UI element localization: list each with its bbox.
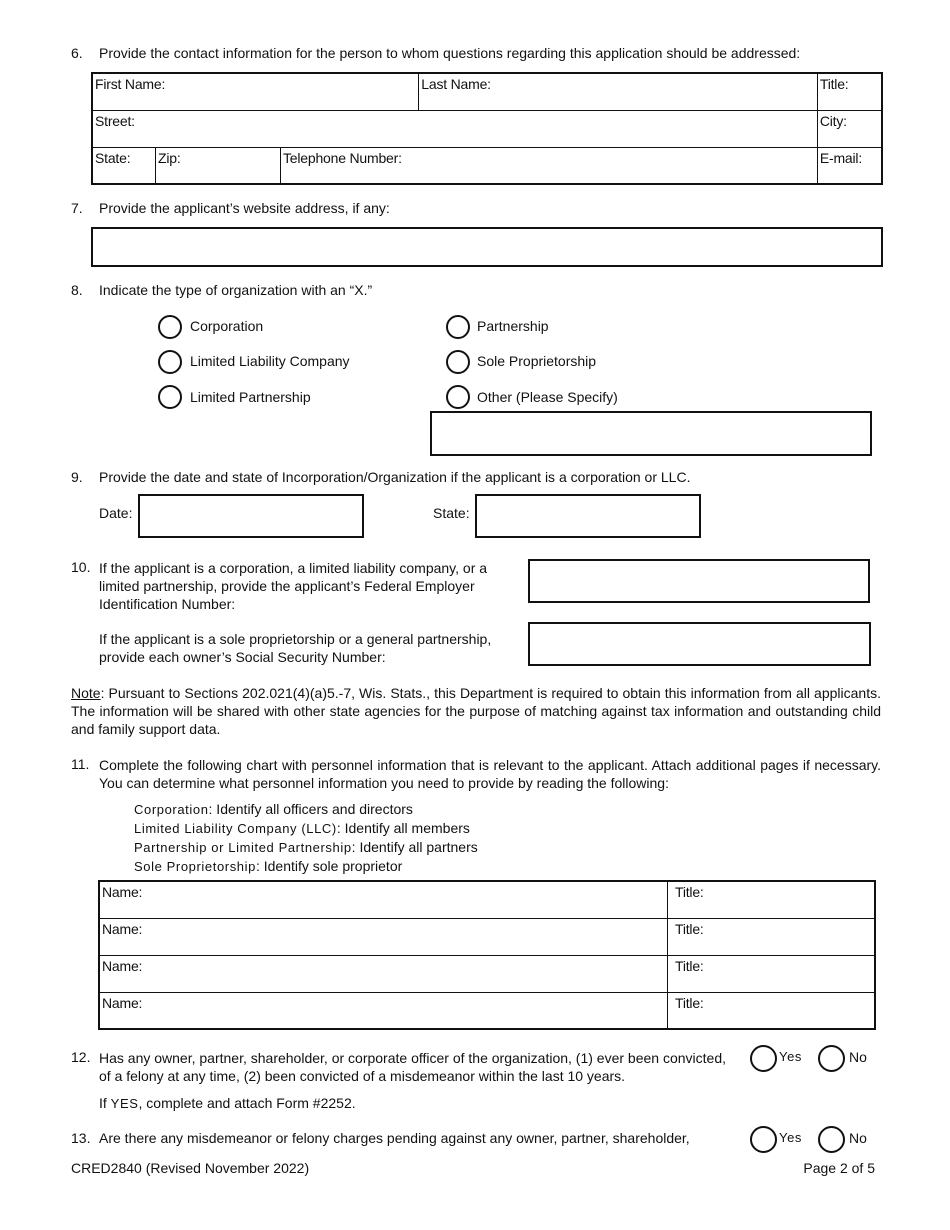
label-llc: Limited Liability Company <box>190 353 350 369</box>
question-9-text: Provide the date and state of Incorporation/Organization if the applicant is a corporation or LLC. <box>99 469 691 485</box>
rule-term: Limited Liability Company (LLC) <box>134 821 337 836</box>
contact-info-table <box>91 72 883 185</box>
title-label: Title: <box>819 76 849 92</box>
incorporation-state-input[interactable] <box>475 494 701 538</box>
radio-partnership[interactable] <box>446 315 470 339</box>
website-input[interactable] <box>91 227 883 267</box>
table-row <box>99 881 875 918</box>
name-label: Name: <box>102 920 143 937</box>
rule-desc: : Identify sole proprietor <box>255 858 403 874</box>
name-label: Name: <box>102 994 143 1011</box>
personnel-table <box>98 880 876 1030</box>
question-11-number: 11. <box>71 756 90 772</box>
telephone-label: Telephone Number: <box>283 149 402 166</box>
name-label: Name: <box>102 957 143 974</box>
other-specify-input[interactable] <box>430 411 872 456</box>
rule-partnership <box>134 838 478 857</box>
personnel-title-cell[interactable] <box>668 918 876 955</box>
question-12-line-2: of a felony at any time, (2) been convicted of a misdemeanor within the last 10 years. <box>99 1068 626 1084</box>
rule-term: Sole Proprietorship <box>134 859 256 874</box>
rule-corporation <box>134 800 478 819</box>
first-name-label: First Name: <box>95 76 166 92</box>
incorporation-state-label: State: <box>433 505 470 521</box>
personnel-title-cell[interactable] <box>668 881 876 918</box>
last-name-label: Last Name: <box>421 76 491 92</box>
question-10-text <box>99 559 487 613</box>
question-13-text: Are there any misdemeanor or felony charges pending against any owner, partner, shareholder, <box>99 1130 690 1146</box>
note-text: : Pursuant to Sections 202.021(4)(a)5.-7, Wis. Stats., this Department is required to obtain this information from all applicants. The information will be shared with other state agencies for the purpose of matching against tax information and outstanding child and family support data. <box>71 685 881 737</box>
email-field[interactable] <box>817 147 882 184</box>
question-10-line-2: limited partnership, provide the applicant’s Federal Employer <box>99 578 475 594</box>
personnel-name-cell[interactable] <box>99 992 668 1029</box>
rule-term: Partnership or Limited Partnership <box>134 840 352 855</box>
q12-yes-label: Yes <box>779 1049 803 1064</box>
question-10-line-5: provide each owner’s Social Security Number: <box>99 649 386 665</box>
city-label: City: <box>819 112 847 129</box>
radio-other[interactable] <box>446 385 470 409</box>
question-12-number: 12. <box>71 1049 91 1065</box>
q12-no-label: No <box>849 1049 867 1065</box>
q12-yes-radio[interactable] <box>750 1045 777 1072</box>
question-10-line-4: If the applicant is a sole proprietorship or a general partnership, <box>99 631 492 647</box>
rule-llc <box>134 819 478 838</box>
title-label: Title: <box>675 920 704 937</box>
telephone-field[interactable] <box>281 147 818 184</box>
ssn-input[interactable] <box>528 622 871 666</box>
first-name-field[interactable] <box>92 73 419 110</box>
instruction-yes: YES <box>110 1096 139 1111</box>
q13-no-radio[interactable] <box>818 1126 845 1153</box>
table-row <box>99 992 875 1029</box>
form-id: CRED2840 (Revised November 2022) <box>71 1160 310 1176</box>
date-label: Date: <box>99 505 133 521</box>
question-12-text <box>99 1049 726 1085</box>
label-partnership: Partnership <box>477 318 549 334</box>
table-row <box>99 955 875 992</box>
title-label: Title: <box>675 884 704 900</box>
question-10-ssn-text <box>99 630 491 666</box>
q12-no-radio[interactable] <box>818 1045 845 1072</box>
radio-sole-proprietorship[interactable] <box>446 350 470 374</box>
personnel-title-cell[interactable] <box>668 992 876 1029</box>
date-input[interactable] <box>138 494 364 538</box>
city-field[interactable] <box>817 110 882 147</box>
question-10-line-3: Identification Number: <box>99 596 236 612</box>
label-other: Other (Please Specify) <box>477 389 618 405</box>
personnel-name-cell[interactable] <box>99 918 668 955</box>
rule-desc: : Identify all officers and directors <box>208 801 413 817</box>
title-field[interactable] <box>817 73 882 110</box>
q13-yes-label: Yes <box>779 1130 803 1145</box>
question-9-number: 9. <box>71 469 83 485</box>
title-label: Title: <box>675 957 704 974</box>
question-7-text: Provide the applicant’s website address, if any: <box>99 200 390 216</box>
question-10-number: 10. <box>71 559 91 575</box>
q13-yes-radio[interactable] <box>750 1126 777 1153</box>
question-10-line-1: If the applicant is a corporation, a limited liability company, or a <box>99 560 488 576</box>
radio-limited-partnership[interactable] <box>158 385 182 409</box>
street-field[interactable] <box>92 110 817 147</box>
question-8-text: Indicate the type of organization with an “X.” <box>99 282 373 298</box>
zip-label: Zip: <box>158 149 181 166</box>
state-field[interactable] <box>92 147 156 184</box>
last-name-field[interactable] <box>419 73 818 110</box>
personnel-rules <box>134 800 478 876</box>
question-6-text: Provide the contact information for the person to whom questions regarding this application should be addressed: <box>99 45 801 61</box>
label-corporation: Corporation <box>190 318 264 334</box>
fein-input[interactable] <box>528 559 870 603</box>
label-limited-partnership: Limited Partnership <box>190 389 311 405</box>
rule-sole-proprietorship <box>134 857 478 876</box>
personnel-name-cell[interactable] <box>99 881 668 918</box>
question-13-number: 13. <box>71 1130 91 1146</box>
state-label: State: <box>95 149 131 166</box>
privacy-note <box>71 684 881 738</box>
title-label: Title: <box>675 994 704 1011</box>
street-label: Street: <box>95 112 135 129</box>
question-8-number: 8. <box>71 282 83 298</box>
label-sole-proprietorship: Sole Proprietorship <box>477 353 597 369</box>
instruction-prefix: If <box>99 1095 111 1111</box>
instruction-suffix: , complete and attach Form #2252. <box>138 1095 356 1111</box>
personnel-name-cell[interactable] <box>99 955 668 992</box>
radio-llc[interactable] <box>158 350 182 374</box>
note-label: Note <box>71 685 101 701</box>
question-11-text: Complete the following chart with personnel information that is relevant to the applicant. Attach additional pages if necessary. You can determine what personnel information you need to provide by reading the following: <box>99 757 881 791</box>
page-number: Page 2 of 5 <box>803 1160 875 1176</box>
rule-desc: : Identify all partners <box>351 839 478 855</box>
question-12-instruction <box>99 1095 356 1111</box>
rule-desc: : Identify all members <box>336 820 470 836</box>
table-row <box>99 918 875 955</box>
question-6-number: 6. <box>71 45 83 61</box>
email-label: E-mail: <box>819 149 863 166</box>
question-12-line-1: Has any owner, partner, shareholder, or corporate officer of the organization, (1) ever been convicted, <box>99 1050 726 1066</box>
name-label: Name: <box>102 884 143 900</box>
zip-field[interactable] <box>156 147 281 184</box>
q13-no-label: No <box>849 1130 867 1146</box>
radio-corporation[interactable] <box>158 315 182 339</box>
question-7-number: 7. <box>71 200 83 216</box>
personnel-title-cell[interactable] <box>668 955 876 992</box>
rule-term: Corporation <box>134 802 209 817</box>
